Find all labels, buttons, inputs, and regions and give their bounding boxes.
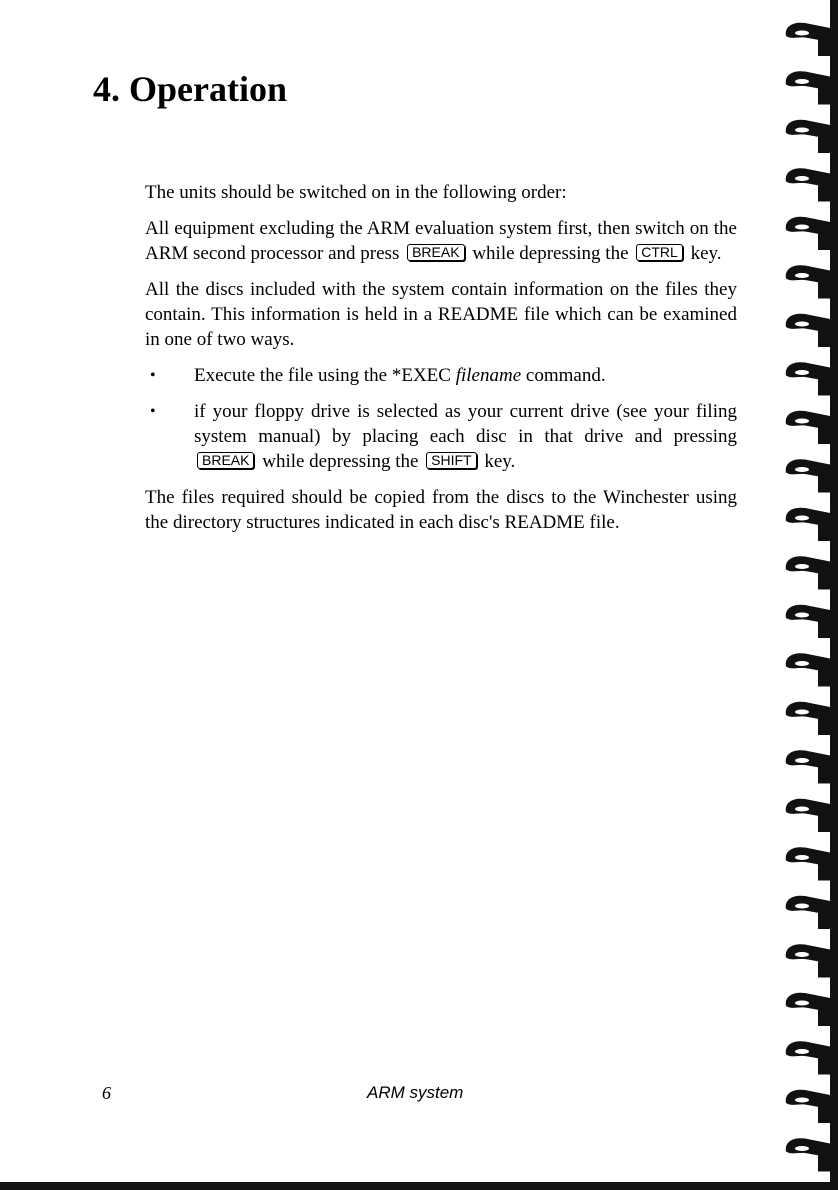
shift-key: SHIFT	[426, 452, 476, 469]
page-title: 4. Operation	[93, 69, 287, 109]
page-edge-shadow	[0, 1182, 838, 1190]
paragraph-text: key.	[690, 243, 722, 264]
binding-coil	[786, 362, 832, 395]
binding-coil	[786, 1138, 832, 1171]
binding-coil	[786, 314, 832, 347]
binding-coil	[786, 799, 832, 832]
binding-coil	[786, 702, 832, 735]
binding-coil	[786, 556, 832, 589]
list-item-text: while depressing the	[262, 451, 419, 472]
list-item-text: key.	[484, 451, 516, 472]
binding-coil	[786, 653, 832, 686]
list-item-text: Execute the file using the *EXEC	[194, 365, 451, 386]
binding-coil	[786, 1041, 832, 1074]
paragraph-copy-files: The files required should be copied from the discs to the Winchester using the directory structures indicated in each disc's README file.	[145, 487, 737, 533]
filename-placeholder: filename	[455, 365, 522, 386]
binding-coil	[786, 265, 832, 298]
bullet-icon: •	[150, 403, 156, 420]
binding-coil	[786, 120, 832, 153]
paragraph-equipment	[145, 216, 737, 266]
paragraph-switch-on-order: The units should be switched on in the following order:	[145, 182, 567, 203]
ctrl-key: CTRL	[636, 244, 683, 261]
break-key: BREAK	[197, 452, 254, 469]
binding-coil	[786, 896, 832, 929]
list-item-text: if your floppy drive is selected as your current drive (see your filing system manual) by placing each disc in that drive and pressing	[194, 401, 737, 447]
page-number: 6	[102, 1083, 111, 1103]
binding-coil	[786, 993, 832, 1026]
binding-coil	[786, 750, 832, 783]
paragraph-discs: All the discs included with the system contain information on the files they contain. This information is held in a README file which can be examined in one of two ways.	[145, 279, 737, 350]
break-key: BREAK	[407, 244, 464, 261]
spiral-binding-icon	[780, 0, 838, 1190]
list-item	[145, 399, 737, 474]
binding-coil	[786, 168, 832, 201]
ways-list	[145, 363, 737, 474]
paragraph-text: All equipment excluding the ARM evaluation system first, then switch on the ARM second processor and press	[145, 218, 737, 264]
list-item	[145, 363, 737, 388]
bullet-icon: •	[150, 367, 156, 384]
binding-coil	[786, 459, 832, 492]
running-footer-title: ARM system	[367, 1083, 464, 1102]
binding-coil	[786, 508, 832, 541]
paragraph-text: while depressing the	[472, 243, 629, 264]
binding-coil	[786, 944, 832, 977]
binding-coil	[786, 847, 832, 880]
binding-coil	[786, 1090, 832, 1123]
binding-coil	[786, 23, 832, 56]
list-item-text: command.	[525, 365, 606, 386]
body-content	[145, 180, 737, 546]
binding-coil	[786, 411, 832, 444]
binding-coil	[786, 605, 832, 638]
binding-coil	[786, 217, 832, 250]
binding-coil	[786, 71, 832, 104]
